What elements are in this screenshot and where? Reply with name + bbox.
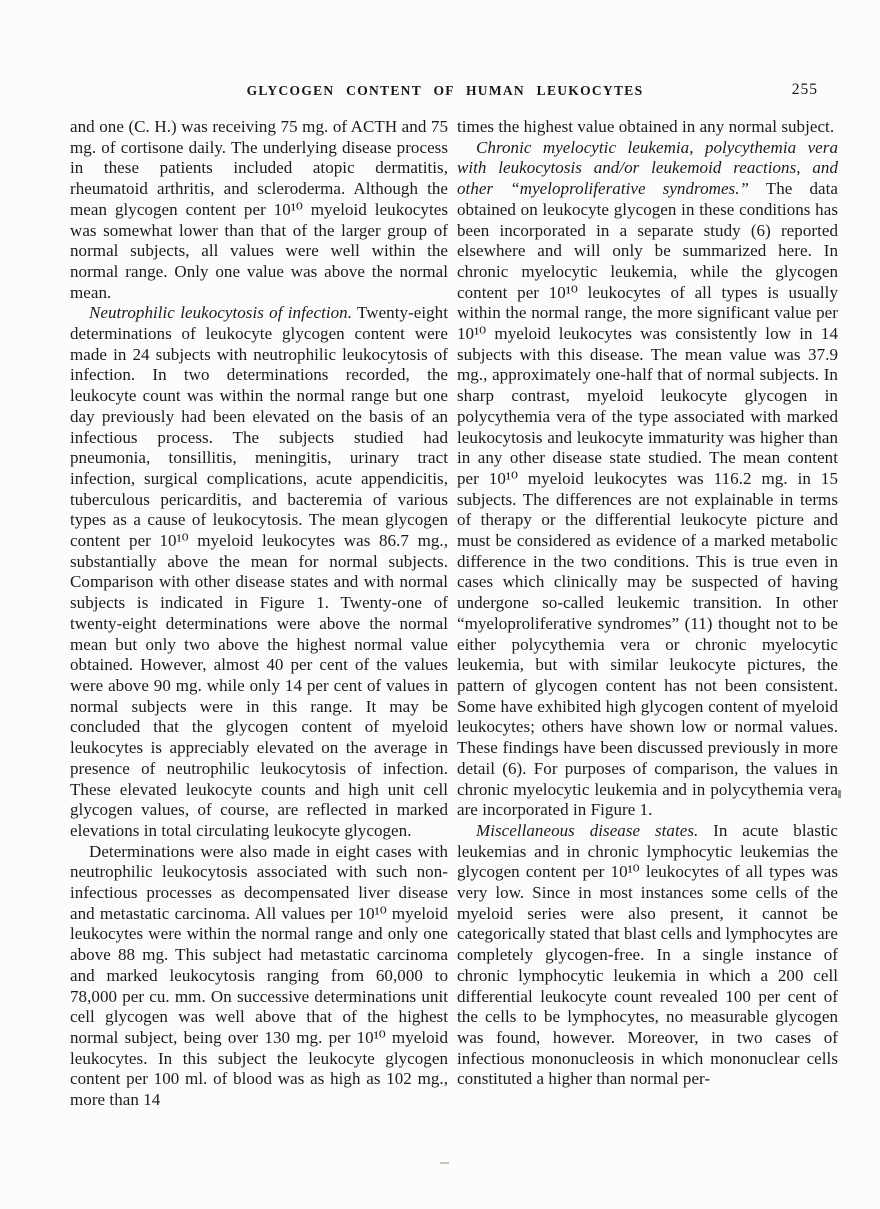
page-number: 255 [791,81,818,98]
paragraph-lead: Miscellaneous disease states. [476,820,699,840]
paragraph-text: and one (C. H.) was receiving 75 mg. of ACTH and 75 mg. of cortisone daily. The underlying disease process in these patients included atopic dermatitis, rheumatoid arthritis, and scleroderma. Although the mean glycogen content per 10¹⁰ myeloid leukocytes was somewhat lower than that of the larger group of normal subjects, all values were well within the normal range. Only one value was above the normal mean. [70,117,448,302]
right-column [457,117,838,1090]
paragraph-text: Determinations were also made in eight cases with neutrophilic leukocytosis associated with such non-infectious processes as decompensated liver disease and metastatic carcinoma. All values per 10¹⁰ myeloid leukocytes were within the normal range and only one above 88 mg. This subject had metastatic carcinoma and marked leukocytosis ranging from 60,000 to 78,000 per cu. mm. On successive determinations unit cell glycogen was well above that of the highest normal subject, being over 130 mg. per 10¹⁰ myeloid leukocytes. In this subject the leukocyte glycogen content per 100 ml. of blood was as high as 102 mg., more than 14 [70,841,448,1110]
paragraph [70,842,448,1111]
scan-artifact [440,1162,449,1164]
left-column [70,117,448,1111]
paragraph-lead: Neutrophilic leukocytosis of infection. [89,303,353,323]
paragraph [457,821,838,1090]
running-head [62,83,818,105]
paragraph-text: In acute blastic leukemias and in chronic lymphocytic leukemias the glycogen content per 10¹⁰ leukocytes of all types was very low. Since in most instances some cells of the myeloid series were also present, it cannot be categorically stated that blast cells and lymphocytes are completely glycogen-free. In a single instance of chronic lymphocytic leukemia in which a 200 cell differential leukocyte count revealed 100 per cent of the cells to be lymphocytes, no measurable glycogen was found, however. Moreover, in two cases of infectious mononucleosis in which mononuclear cells constituted a higher than normal per- [457,820,839,1089]
paragraph [457,117,838,138]
scan-artifact [838,790,841,798]
paragraph-text: times the highest value obtained in any normal subject. [457,117,835,136]
paragraph-text: The data obtained on leukocyte glycogen in these conditions has been incorporated in a separate study (6) reported elsewhere and will only be summarized here. In chronic myelocytic leukemia, while the glycogen content per 10¹⁰ leukocytes of all types is usually within the normal range, the more significant value per 10¹⁰ myeloid leukocytes was consistently low in 14 subjects with this disease. The mean value was 37.9 mg., approximately one-half that of normal subjects. In sharp contrast, myeloid leukocyte glycogen in polycythemia vera of the type associated with marked leukocytosis and leukocyte immaturity was higher than in any other disease state studied. The mean content per 10¹⁰ myeloid leukocytes was 116.2 mg. in 15 subjects. The differences are not explainable in terms of therapy or the differential leukocyte picture and must be considered as evidence of a marked metabolic difference in the two conditions. This is true even in cases which clinically may be suspected of having undergone so-called leukemic transition. In other “myeloproliferative syndromes” (11) thought not to be either polycythemia vera or chronic myelocytic leukemia, but with similar leukocyte pictures, the pattern of glycogen content has not been consistent. Some have exhibited high glycogen content of myeloid leukocytes; others have shown low or normal values. These findings have been discussed previously in more detail (6). For purposes of comparison, the values in chronic myelocytic leukemia and in polycythemia vera are incorporated in Figure 1. [457,179,838,820]
running-head-title: GLYCOGEN CONTENT OF HUMAN LEUKOCYTES [246,83,644,98]
paragraph-text: Twenty-eight determinations of leukocyte glycogen content were made in 24 subjects with neutrophilic leukocytosis of infection. In two determinations recorded, the leukocyte count was within the normal range but one day previously had been elevated on the basis of an infectious process. The subjects studied had pneumonia, tonsillitis, meningitis, urinary tract infection, surgical complications, acute appendicitis, tuberculous pericarditis, and bacteremia of various types as a cause of leukocytosis. The mean glycogen content per 10¹⁰ myeloid leukocytes was 86.7 mg., substantially above the mean for normal subjects. Comparison with other disease states and with normal subjects is indicated in Figure 1. Twenty-one of twenty-eight determinations were above the normal mean but only two above the highest normal value obtained. However, almost 40 per cent of the values were above 90 mg. while only 14 per cent of values in normal subjects were in this range. It may be concluded that the glycogen content of myeloid leukocytes is appreciably elevated on the average in presence of neutrophilic leukocytosis of infection. These elevated leukocyte counts and high unit cell glycogen values, of course, are reflected in marked elevations in total circulating leukocyte glycogen. [70,303,448,840]
paragraph [70,303,448,841]
paragraph [70,117,448,303]
paragraph [457,138,838,821]
paragraph-lead: Chronic myelocytic leukemia, polycythemia vera with leukocytosis and/or leukemoid reactions, and other “myeloproliferative syndromes.” [457,137,838,199]
